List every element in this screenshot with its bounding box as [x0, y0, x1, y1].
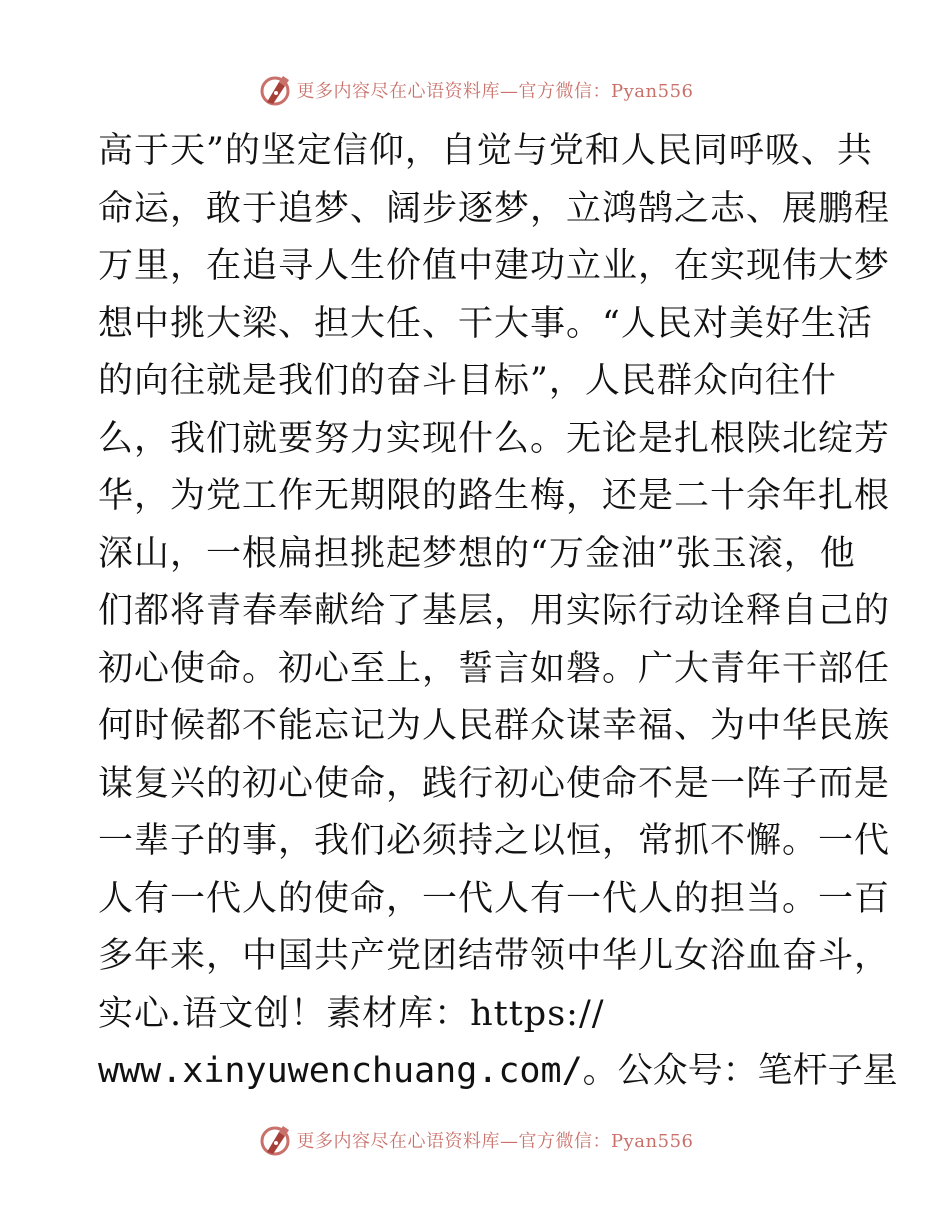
document-body: [98, 123, 898, 1101]
body-line: 初心使命。初心至上，誓言如磐。广大青年干部任: [98, 648, 891, 689]
body-line: 命运，敢于追梦、阔步逐梦，立鸿鹄之志、展鹏程: [98, 188, 891, 229]
header-banner-inner: [257, 72, 694, 108]
header-banner: [0, 70, 950, 110]
pen-nib-logo-icon: [257, 1122, 293, 1158]
footer-banner-inner: [257, 1122, 694, 1158]
body-line: 高于天”的坚定信仰，自觉与党和人民同呼吸、共: [98, 131, 873, 171]
body-line: 人有一代人的使命，一代人有一代人的担当。一百: [98, 878, 891, 919]
body-line: 想中挑大梁、担大任、干大事。“人民对美好生活: [98, 303, 873, 344]
body-line: 实心.语文创！素材库：https://: [98, 993, 605, 1034]
body-line: 谋复兴的初心使命，践行初心使命不是一阵子而是: [98, 763, 891, 804]
footer-banner: [0, 1120, 950, 1160]
footer-banner-text: 更多内容尽在心语资料库—官方微信：Pyan556: [296, 1131, 694, 1152]
body-line: 么，我们就要努力实现什么。无论是扎根陕北绽芳: [98, 418, 891, 459]
pen-nib-logo-icon: [257, 72, 293, 108]
body-line: 万里，在追寻人生价值中建功立业，在实现伟大梦: [98, 246, 891, 286]
body-line: 深山，一根扁担挑起梦想的“万金油”张玉滚，他: [98, 533, 856, 574]
body-line: 的向往就是我们的奋斗目标”，人民群众向往什: [98, 361, 837, 401]
header-banner-text: 更多内容尽在心语资料库—官方微信：Pyan556: [296, 81, 694, 102]
body-line-url: www.xinyuwenchuang.com/。公众号：笔杆子星: [98, 1051, 898, 1091]
body-line: 一辈子的事，我们必须持之以恒，常抓不懈。一代: [98, 821, 891, 861]
body-line: 何时候都不能忘记为人民群众谋幸福、为中华民族: [98, 706, 891, 746]
body-line: 们都将青春奉献给了基层，用实际行动诠释自己的: [98, 591, 891, 631]
body-line: 华，为党工作无期限的路生梅，还是二十余年扎根: [98, 476, 891, 516]
body-line: 多年来，中国共产党团结带领中华儿女浴血奋斗，: [98, 936, 891, 976]
